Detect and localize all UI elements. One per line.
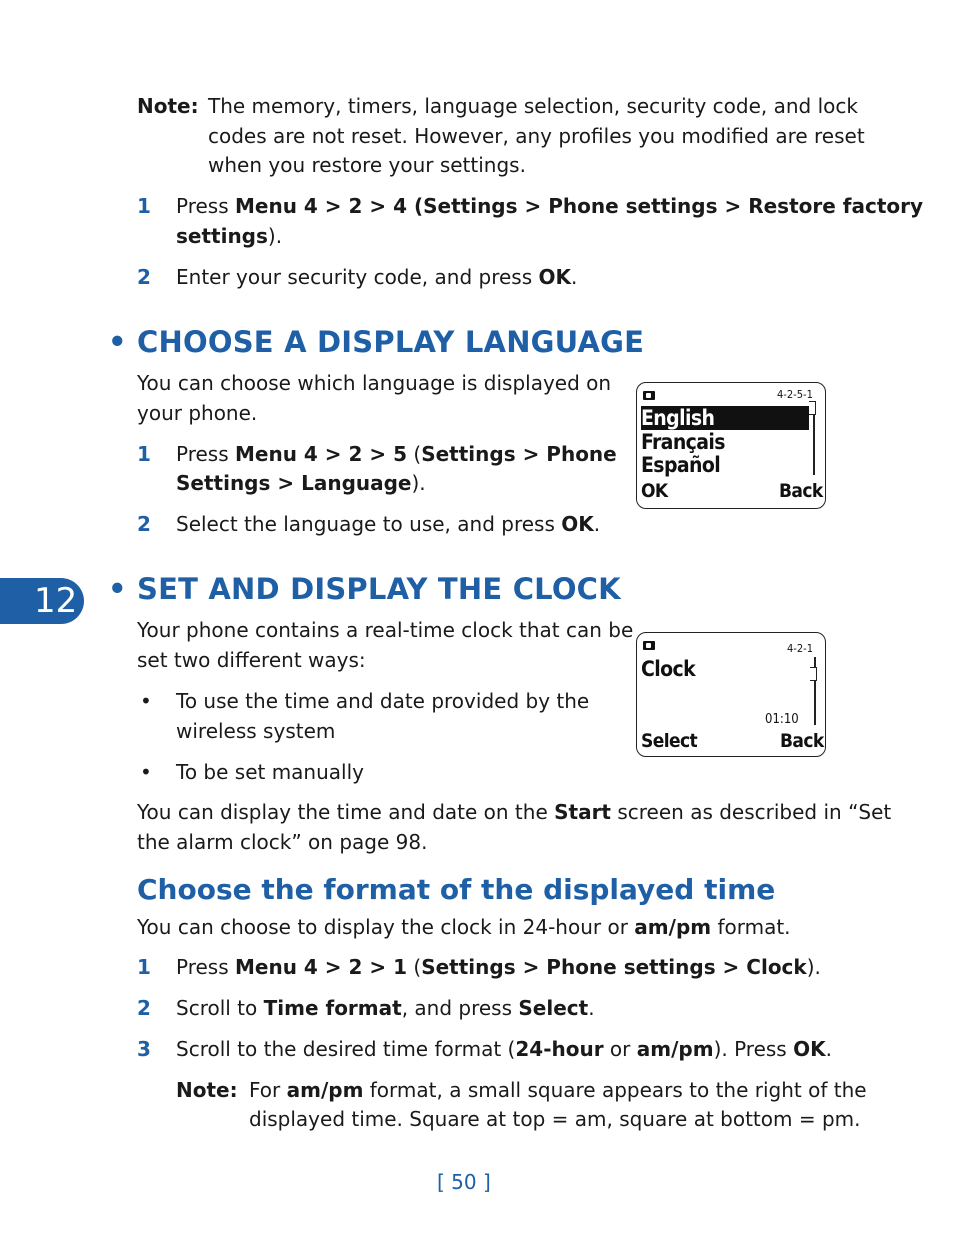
restore-step-1-line-1: Press Menu 4 > 2 > 4 (Settings > Phone settings > Restore factory (176, 194, 924, 218)
note-text-line-2: codes are not reset. However, any profiles you modified are reset (208, 124, 865, 148)
battery-icon (643, 641, 655, 650)
bullet-item-1-line-2: wireless system (176, 719, 336, 743)
bullet-icon: • (140, 689, 152, 713)
subsection-title-format: Choose the format of the displayed time (137, 873, 776, 906)
phone-screen-clock (636, 632, 826, 757)
clock-menu-item: Clock (641, 657, 696, 681)
step-number: 2 (137, 265, 151, 289)
note-label: Note: (137, 94, 199, 118)
battery-icon (643, 391, 655, 400)
language-step-1-line-2: Settings > Language). (176, 471, 426, 495)
restore-step-2: Enter your security code, and press OK. (176, 265, 578, 289)
language-step-2: Select the language to use, and press OK. (176, 512, 601, 536)
right-softkey-label: Back (779, 480, 823, 502)
chapter-number: 12 (34, 581, 78, 621)
format-note-line-1: For am/pm format, a small square appears to the right of the (249, 1078, 867, 1102)
menu-code: 4-2-5-1 (777, 388, 813, 401)
section-title-language: • CHOOSE A DISPLAY LANGUAGE (108, 325, 645, 359)
clock-intro-line-2: set two different ways: (137, 648, 366, 672)
menu-code: 4-2-1 (787, 642, 814, 655)
scrollbar (813, 405, 815, 475)
clock-intro-line-1: Your phone contains a real-time clock that can be (137, 618, 634, 642)
language-option: Español (641, 453, 721, 477)
bullet-icon: • (140, 760, 152, 784)
language-option: Français (641, 430, 725, 454)
clock-paragraph-line-1: You can display the time and date on the Start screen as described in “Set (137, 800, 892, 824)
step-number: 1 (137, 442, 151, 466)
step-number: 1 (137, 955, 151, 979)
page-number: [ 50 ] (437, 1170, 491, 1194)
format-note-line-2: displayed time. Square at top = am, square at bottom = pm. (249, 1107, 861, 1131)
left-softkey-label: Select (641, 730, 698, 752)
step-number: 2 (137, 996, 151, 1020)
clock-time: 01:10 (765, 712, 799, 727)
left-softkey-label: OK (641, 480, 668, 502)
language-intro-line-1: You can choose which language is displayed on (137, 371, 612, 395)
bullet-item-1-line-1: To use the time and date provided by the (176, 689, 590, 713)
clock-paragraph-line-2: the alarm clock” on page 98. (137, 830, 428, 854)
right-softkey-label: Back (780, 730, 824, 752)
note-text-line-3: when you restore your settings. (208, 153, 526, 177)
phone-screen-language (636, 382, 826, 509)
format-step-3: Scroll to the desired time format (24-hour or am/pm). Press OK. (176, 1037, 832, 1061)
chapter-tab (0, 578, 84, 624)
language-intro-line-2: your phone. (137, 401, 258, 425)
step-number: 2 (137, 512, 151, 536)
note-text-line-1: The memory, timers, language selection, security code, and lock (208, 94, 858, 118)
language-step-1-line-1: Press Menu 4 > 2 > 5 (Settings > Phone (176, 442, 617, 466)
format-step-2: Scroll to Time format, and press Select. (176, 996, 595, 1020)
restore-step-1-line-2: settings). (176, 224, 283, 248)
scroll-indicator-icon (810, 667, 817, 681)
language-option-selected: English (641, 406, 809, 430)
section-title-clock: • SET AND DISPLAY THE CLOCK (108, 572, 621, 606)
scroll-indicator-icon (809, 401, 816, 415)
step-number: 3 (137, 1037, 151, 1061)
bullet-item-2: To be set manually (176, 760, 364, 784)
format-intro: You can choose to display the clock in 24-hour or am/pm format. (137, 915, 791, 939)
note-label: Note: (176, 1078, 238, 1102)
format-step-1: Press Menu 4 > 2 > 1 (Settings > Phone settings > Clock). (176, 955, 821, 979)
step-number: 1 (137, 194, 151, 218)
